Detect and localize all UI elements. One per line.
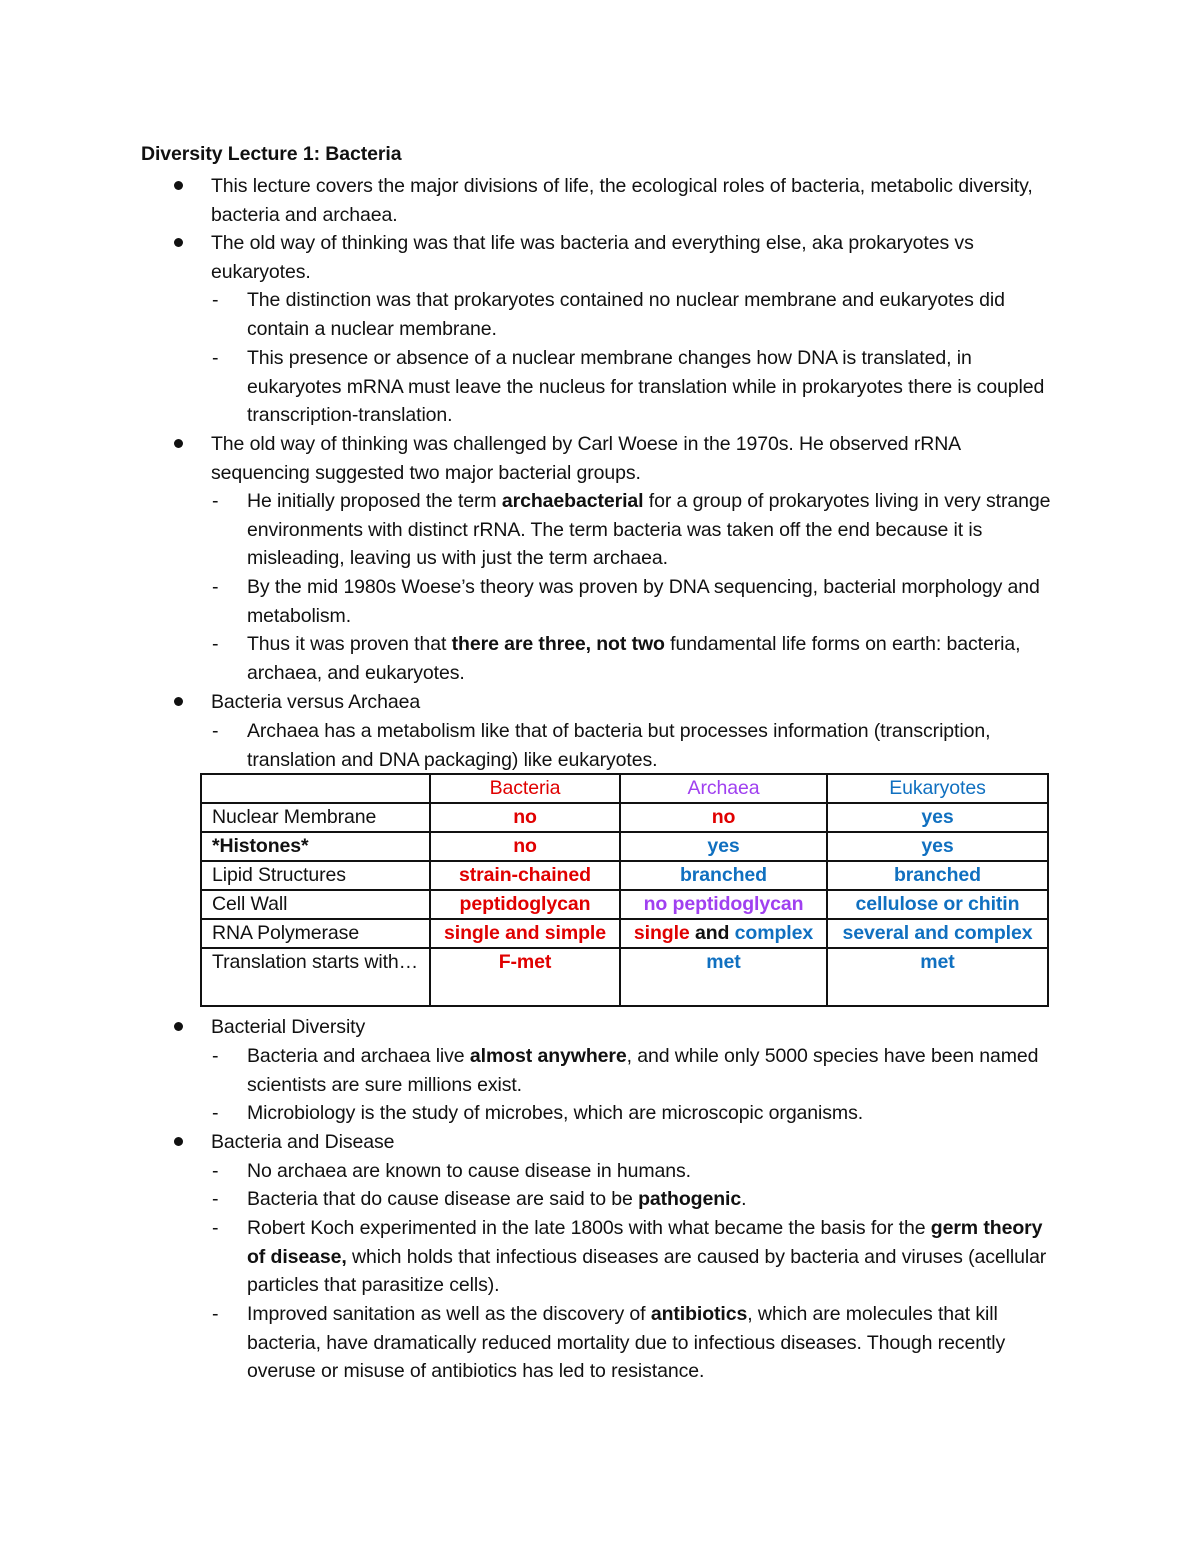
row-label: RNA Polymerase xyxy=(201,919,430,948)
table-row xyxy=(201,803,1048,832)
table-header-cell: Archaea xyxy=(620,774,827,803)
table-cell: no xyxy=(430,803,620,832)
bullet-bacterial-diversity: Bacterial Diversity xyxy=(211,1016,366,1038)
table-row xyxy=(201,890,1048,919)
table-cell: yes xyxy=(827,832,1048,861)
table-cell: yes xyxy=(827,803,1048,832)
bullet-woese: The old way of thinking was challenged by Carl Woese in the 1970s. He observed rRNA sequencing suggested two major bacterial groups. xyxy=(211,433,961,484)
table-cell: branched xyxy=(827,861,1048,890)
bullet-icon xyxy=(174,1137,183,1146)
sub-archaea-metabolism: Archaea has a metabolism like that of bacteria but processes information (transcription, translation and DNA packaging) like eukaryotes. xyxy=(247,720,991,771)
sub-nuclear-membrane: This presence or absence of a nuclear membrane changes how DNA is translated, in eukaryotes mRNA must leave the nucleus for translation while in prokaryotes there is coupled transcription-translation. xyxy=(247,347,1045,427)
bullet-icon xyxy=(174,439,183,448)
row-label: Lipid Structures xyxy=(201,861,430,890)
row-label: *Histones* xyxy=(201,832,430,861)
bullet-bacteria-disease: Bacteria and Disease xyxy=(211,1131,395,1153)
table-cell: met xyxy=(620,948,827,1006)
bullet-old-thinking: The old way of thinking was that life was bacteria and everything else, aka prokaryotes vs eukaryotes. xyxy=(211,232,974,283)
sub-live-anywhere: Bacteria and archaea live almost anywhere, and while only 5000 species have been named scientists are sure millions exist. xyxy=(247,1045,1039,1096)
row-label: Cell Wall xyxy=(201,890,430,919)
table-cell: no xyxy=(430,832,620,861)
sub-distinction: The distinction was that prokaryotes contained no nuclear membrane and eukaryotes did contain a nuclear membrane. xyxy=(247,289,1005,340)
table-cell: single and complex xyxy=(620,919,827,948)
dash-icon: - xyxy=(212,576,219,598)
table-cell: several and complex xyxy=(827,919,1048,948)
sub-archaebacterial: He initially proposed the term archaebacterial for a group of prokaryotes living in very strange environments with distinct rRNA. The term bacteria was taken off the end because it is misleading, leaving us with just the term archaea. xyxy=(247,490,1051,570)
sub-antibiotics: Improved sanitation as well as the discovery of antibiotics, which are molecules that kill bacteria, have dramatically reduced mortality due to infectious diseases. Though recently overuse or misuse of antibiotics has led to resistance. xyxy=(247,1303,1006,1383)
bullet-intro-scope: This lecture covers the major divisions of life, the ecological roles of bacteria, metabolic diversity, bacteria and archaea. xyxy=(211,175,1033,226)
table-row xyxy=(201,861,1048,890)
sub-three-forms: Thus it was proven that there are three, not two fundamental life forms on earth: bacteria, archaea, and eukaryotes. xyxy=(247,633,1021,684)
bullet-icon xyxy=(174,1022,183,1031)
dash-icon: - xyxy=(212,633,219,655)
table-cell: peptidoglycan xyxy=(430,890,620,919)
table-row xyxy=(201,919,1048,948)
dash-icon: - xyxy=(212,1303,219,1325)
table-row xyxy=(201,832,1048,861)
table-cell: yes xyxy=(620,832,827,861)
bullet-bacteria-vs-archaea: Bacteria versus Archaea xyxy=(211,691,421,713)
sub-no-archaea-disease: No archaea are known to cause disease in humans. xyxy=(247,1160,691,1182)
bullet-icon xyxy=(174,697,183,706)
dash-icon: - xyxy=(212,1102,219,1124)
dash-icon: - xyxy=(212,1045,219,1067)
table-header-cell: Bacteria xyxy=(430,774,620,803)
table-cell: met xyxy=(827,948,1048,1006)
dash-icon: - xyxy=(212,1160,219,1182)
dash-icon: - xyxy=(212,289,219,311)
table-cell: strain-chained xyxy=(430,861,620,890)
row-label: Nuclear Membrane xyxy=(201,803,430,832)
bullet-icon xyxy=(174,181,183,190)
dash-icon: - xyxy=(212,720,219,742)
table-cell: single and simple xyxy=(430,919,620,948)
bullet-icon xyxy=(174,238,183,247)
sub-microbiology: Microbiology is the study of microbes, which are microscopic organisms. xyxy=(247,1102,864,1124)
table-row xyxy=(201,948,1048,1006)
dash-icon: - xyxy=(212,490,219,512)
sub-germ-theory: Robert Koch experimented in the late 1800s with what became the basis for the germ theory of disease, which holds that infectious diseases are caused by bacteria and viruses (acellular particles that parasitize cells). xyxy=(247,1217,1047,1297)
table-cell: cellulose or chitin xyxy=(827,890,1048,919)
table-header-cell: Eukaryotes xyxy=(827,774,1048,803)
table-header-row xyxy=(201,774,1048,803)
row-label: Translation starts with… xyxy=(201,948,430,1006)
sub-woese-proven: By the mid 1980s Woese’s theory was proven by DNA sequencing, bacterial morphology and metabolism. xyxy=(247,576,1040,627)
dash-icon: - xyxy=(212,1217,219,1239)
table-cell: branched xyxy=(620,861,827,890)
table-cell: F-met xyxy=(430,948,620,1006)
comparison-table xyxy=(200,773,1049,1007)
page-title: Diversity Lecture 1: Bacteria xyxy=(141,143,402,165)
table-header-cell xyxy=(201,774,430,803)
table-cell: no xyxy=(620,803,827,832)
table-cell: no peptidoglycan xyxy=(620,890,827,919)
sub-pathogenic: Bacteria that do cause disease are said to be pathogenic. xyxy=(247,1188,747,1210)
dash-icon: - xyxy=(212,1188,219,1210)
dash-icon: - xyxy=(212,347,219,369)
